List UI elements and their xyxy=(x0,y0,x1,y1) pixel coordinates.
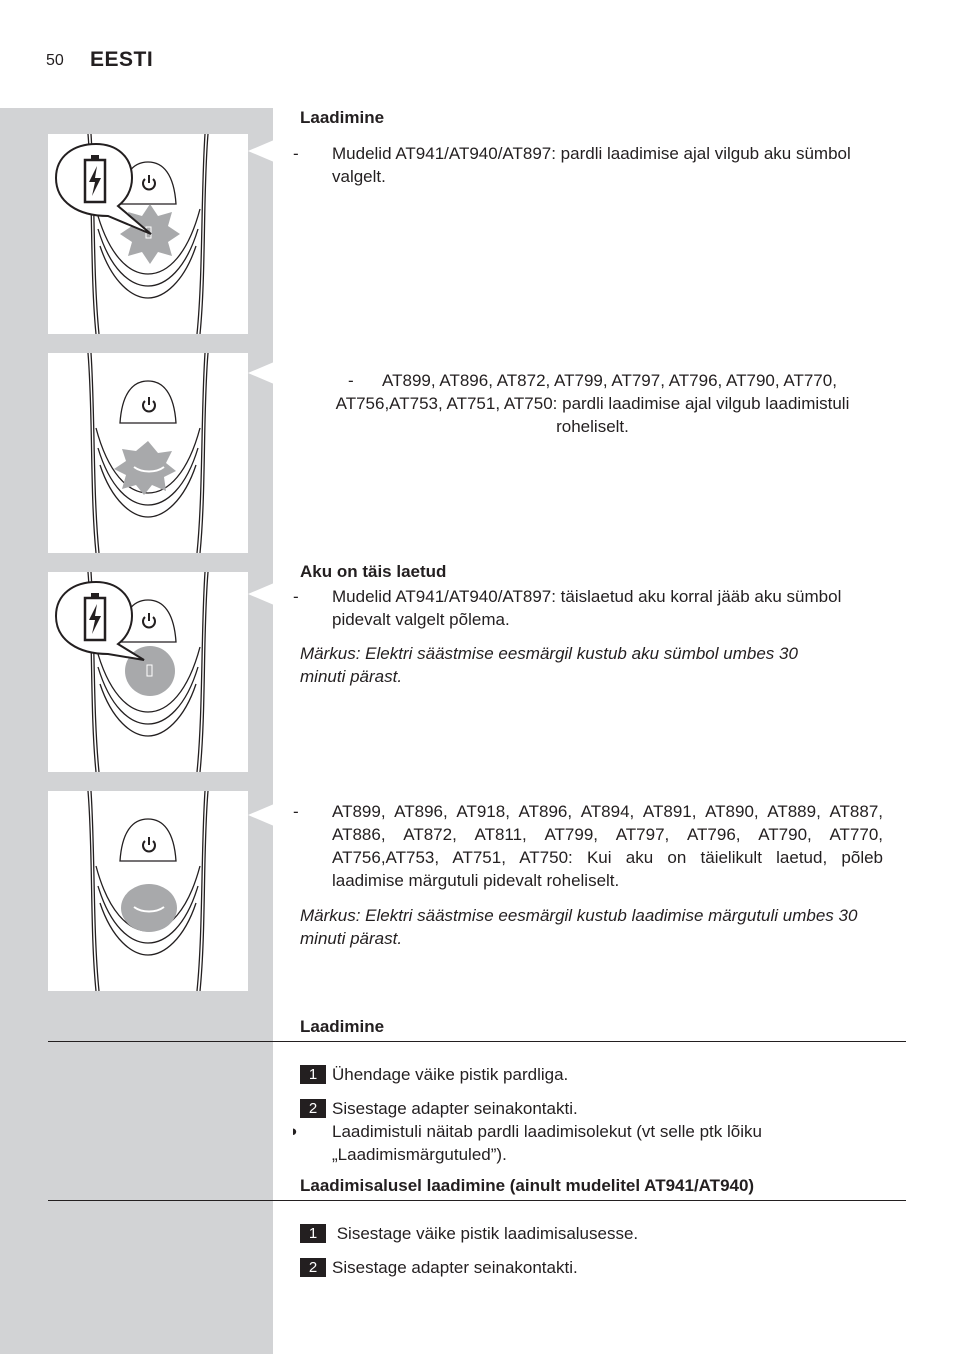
list-item-text: AT899, AT896, AT918, AT896, AT894, AT891, AT890, AT889, AT887, AT886, AT872, AT811, AT799, AT797, AT796, AT790, AT770, AT756,AT753, AT751, AT750: Kui aku on täielikult laetud, põleb laadimise märgutuli pidevalt roheliselt. xyxy=(332,802,883,890)
step-number: 2 xyxy=(300,1099,326,1118)
step-number: 1 xyxy=(300,1065,326,1084)
figure-light-flashing xyxy=(48,353,248,553)
figure-battery-steady xyxy=(48,572,248,772)
step-number: 1 xyxy=(300,1224,326,1243)
section-title-stand-charging: Laadimisalusel laadimine (ainult mudelitel AT941/AT940) xyxy=(300,1176,755,1195)
result-text: Laadimistuli näitab pardli laadimisolekut (vt selle ptk lõiku „Laadimismärgutuled”). xyxy=(332,1122,762,1164)
step-text: Sisestage adapter seinakontakti. xyxy=(332,1099,578,1118)
step-item xyxy=(300,1063,568,1086)
list-item-line: - AT899, AT896, AT872, AT799, AT797, AT796, AT790, AT770, xyxy=(348,371,837,390)
step-item xyxy=(300,1097,578,1120)
figure-pointer xyxy=(248,804,274,826)
step-number: 2 xyxy=(300,1258,326,1277)
list-item-text: Mudelid AT941/AT940/AT897: pardli laadimise ajal vilgub aku sümbol valgelt. xyxy=(332,144,851,186)
list-item-text: Mudelid AT941/AT940/AT897: täislaetud aku korral jääb aku sümbol pidevalt valgelt põlema. xyxy=(332,587,842,629)
step-item xyxy=(300,1256,578,1279)
list-item-centered xyxy=(300,369,885,438)
section-title-charging-indication: Laadimine xyxy=(300,108,385,127)
figure-pointer xyxy=(248,140,274,162)
dash-bullet: - xyxy=(293,802,299,821)
note-text: Märkus: Elektri säästmise eesmärgil kustub laadimise märgutuli umbes 30 minuti pärast. xyxy=(300,906,858,948)
note-text: Märkus: Elektri säästmise eesmärgil kustub aku sümbol umbes 30 minuti pärast. xyxy=(300,644,798,686)
step-text: Ühendage väike pistik pardliga. xyxy=(332,1065,569,1084)
figure-pointer xyxy=(248,583,274,605)
dash-bullet: - xyxy=(293,587,299,606)
section-title-fully-charged: Aku on täis laetud xyxy=(300,562,447,581)
result-arrow-icon: ◗ xyxy=(290,1123,300,1140)
list-item-line: AT756,AT753, AT751, AT750: pardli laadimise ajal vilgub laadimistuli xyxy=(335,394,850,413)
language-heading: EESTI xyxy=(90,48,154,71)
section-title-charging: Laadimine xyxy=(300,1017,385,1036)
section-divider xyxy=(48,1041,906,1042)
figure-pointer xyxy=(248,362,274,384)
list-item-line: roheliselt. xyxy=(556,417,629,436)
step-text: Sisestage väike pistik laadimisalusesse. xyxy=(332,1224,639,1243)
page-number: 50 xyxy=(46,52,64,69)
step-item xyxy=(300,1222,638,1245)
figure-light-steady xyxy=(48,791,248,991)
section-divider xyxy=(48,1200,906,1201)
figure-battery-flashing xyxy=(48,134,248,334)
step-text: Sisestage adapter seinakontakti. xyxy=(332,1258,578,1277)
dash-bullet: - xyxy=(293,144,299,163)
